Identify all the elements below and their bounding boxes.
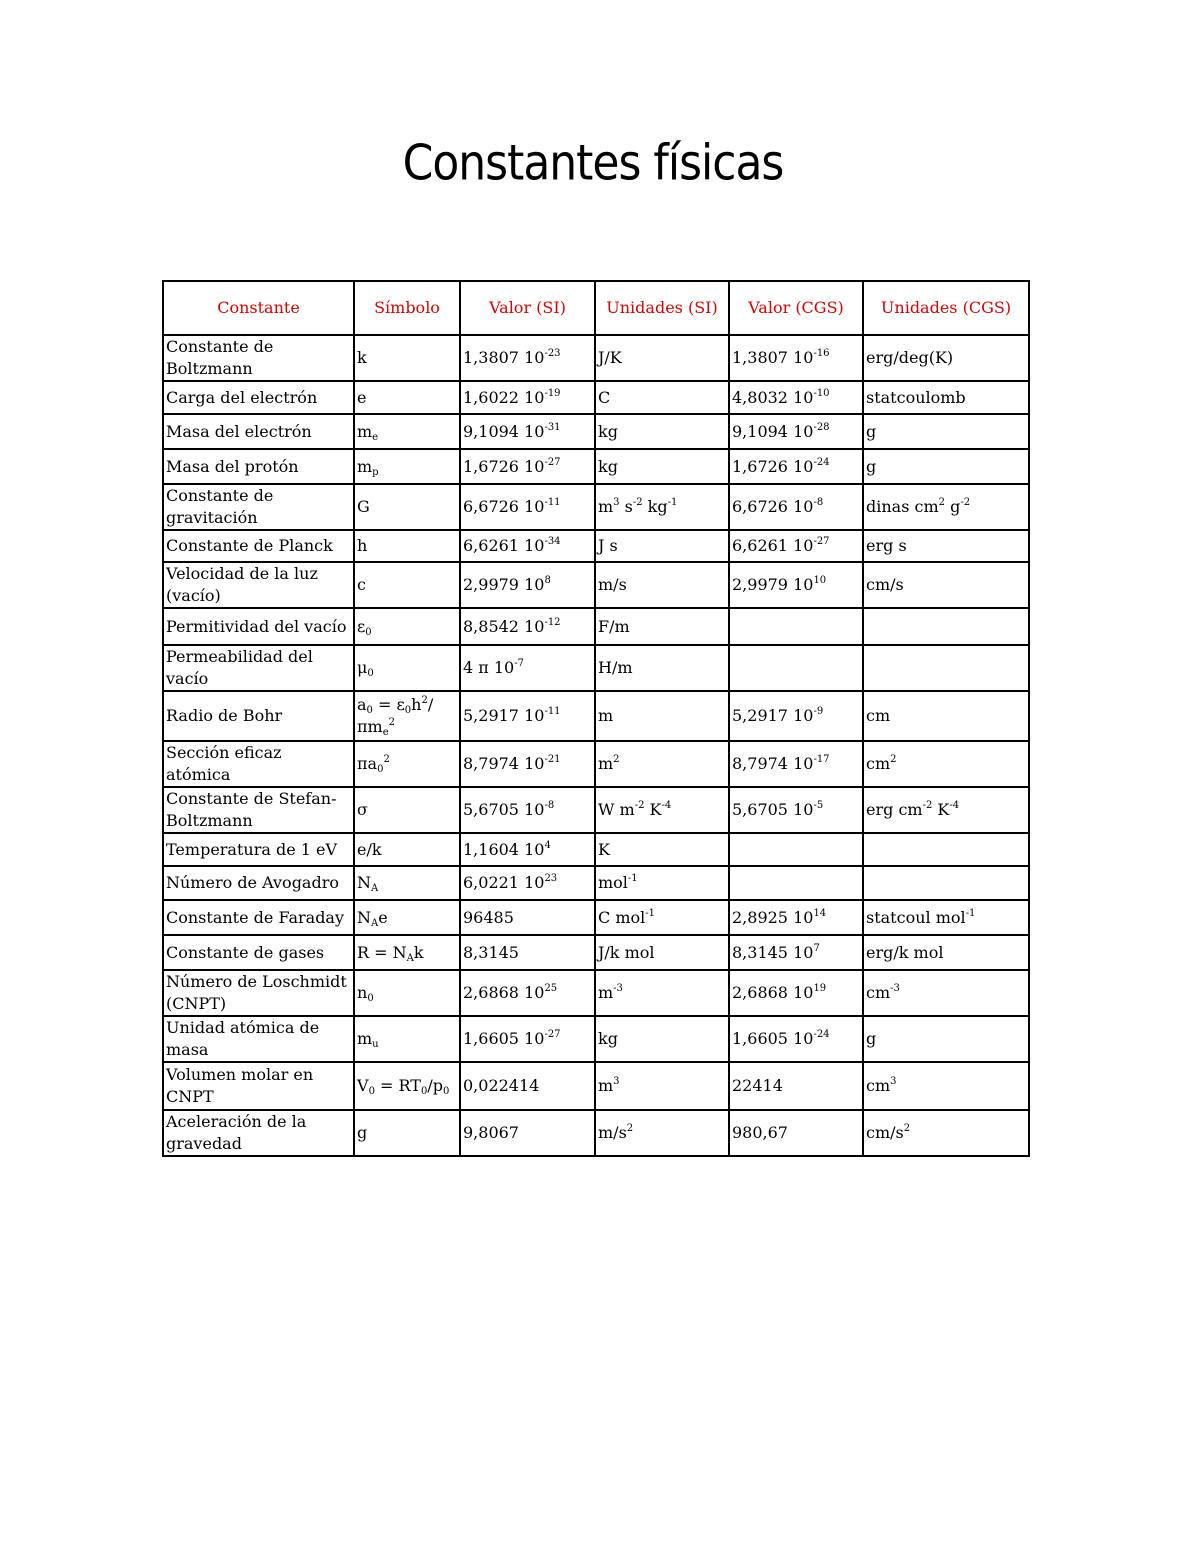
valor-cgs-cell: 9,1094 $10^{-28}$ [729,414,863,449]
table-row [163,741,1029,787]
valor-si-cell: 9,1094 $10^{-31}$ [460,414,595,449]
valor-cgs-cell [729,866,863,900]
unidades-cgs-cell [863,608,1029,645]
header-unidades-si: Unidades (SI) [595,281,729,335]
valor-cgs-cell: 2,6868 $10^{19}$ [729,970,863,1016]
unidades-si-cell: J/K [595,335,729,381]
unidades-cgs-cell: statcoul mol$^{-1}$ [863,900,1029,935]
constante-cell: Masa del protón [163,449,354,484]
valor-cgs-cell [729,833,863,866]
valor-cgs-cell: 8,3145 $10^7$ [729,935,863,970]
unidades-si-cell: $m^{-3}$ [595,970,729,1016]
constante-cell: Volumen molar en CNPT [163,1062,354,1110]
valor-cgs-cell: 980,67 [729,1110,863,1156]
table-row [163,608,1029,645]
valor-cgs-cell: 1,3807 $10^{-16}$ [729,335,863,381]
valor-cgs-cell [729,645,863,691]
valor-cgs-cell: 5,6705 $10^{-5}$ [729,787,863,833]
constante-cell: Velocidad de la luz (vacío) [163,562,354,608]
valor-cgs-cell: 6,6726 $10^{-8}$ [729,484,863,530]
constante-cell: Radio de Bohr [163,691,354,741]
constante-cell: Aceleración de la gravedad [163,1110,354,1156]
constante-cell: Sección eficaz atómica [163,741,354,787]
unidades-cgs-cell: g [863,449,1029,484]
valor-si-cell: 5,2917 $10^{-11}$ [460,691,595,741]
unidades-si-cell: F/m [595,608,729,645]
simbolo-cell: h [354,530,460,562]
unidades-si-cell: K [595,833,729,866]
valor-si-cell: 1,1604 $10^4$ [460,833,595,866]
simbolo-cell: g [354,1110,460,1156]
header-unidades-cgs: Unidades (CGS) [863,281,1029,335]
simbolo-cell: $\pi a_0^2$ [354,741,460,787]
valor-si-cell: 1,6022 $10^{-19}$ [460,381,595,414]
constante-cell: Número de Avogadro [163,866,354,900]
table-row [163,1110,1029,1156]
unidades-cgs-cell: dinas $cm^2$ $g^{-2}$ [863,484,1029,530]
header-constante: Constante [163,281,354,335]
constante-cell: Constante de Planck [163,530,354,562]
valor-si-cell: 0,022414 [460,1062,595,1110]
valor-si-cell: 1,6605 $10^{-27}$ [460,1016,595,1062]
unidades-cgs-cell [863,833,1029,866]
valor-si-cell: 2,9979 $10^8$ [460,562,595,608]
table-row [163,484,1029,530]
simbolo-cell: $a_0 = \varepsilon_0h^2/$ $\pi m_e^2$ [354,691,460,741]
valor-si-cell: 1,6726 $10^{-27}$ [460,449,595,484]
unidades-cgs-cell: $cm^2$ [863,741,1029,787]
unidades-si-cell: C mol$^{-1}$ [595,900,729,935]
header-simbolo: Símbolo [354,281,460,335]
simbolo-cell: $m_e$ [354,414,460,449]
constante-cell: Temperatura de 1 eV [163,833,354,866]
valor-si-cell: 2,6868 $10^{25}$ [460,970,595,1016]
simbolo-cell: $\varepsilon_0$ [354,608,460,645]
unidades-cgs-cell: cm [863,691,1029,741]
unidades-si-cell: J/k mol [595,935,729,970]
valor-si-cell: 5,6705 $10^{-8}$ [460,787,595,833]
table-row [163,866,1029,900]
valor-cgs-cell: 8,7974 $10^{-17}$ [729,741,863,787]
valor-si-cell: 9,8067 [460,1110,595,1156]
valor-si-cell: 8,7974 $10^{-21}$ [460,741,595,787]
constante-cell: Número de Loschmidt (CNPT) [163,970,354,1016]
table-row [163,1062,1029,1110]
table-row [163,970,1029,1016]
valor-cgs-cell: 2,9979 $10^{10}$ [729,562,863,608]
simbolo-cell: $n_0$ [354,970,460,1016]
unidades-si-cell: J s [595,530,729,562]
unidades-si-cell: $m^2$ [595,741,729,787]
constante-cell: Constante de Stefan-Boltzmann [163,787,354,833]
unidades-si-cell: $m^3$ [595,1062,729,1110]
valor-cgs-cell: 4,8032 $10^{-10}$ [729,381,863,414]
simbolo-cell: k [354,335,460,381]
simbolo-cell: e/k [354,833,460,866]
valor-si-cell: 6,6726 $10^{-11}$ [460,484,595,530]
unidades-si-cell: kg [595,449,729,484]
simbolo-cell: $\mu_0$ [354,645,460,691]
constante-cell: Permeabilidad del vacío [163,645,354,691]
unidades-si-cell: m [595,691,729,741]
table-body [163,335,1029,1156]
simbolo-cell: $m_p$ [354,449,460,484]
valor-si-cell: 96485 [460,900,595,935]
unidades-si-cell: kg [595,414,729,449]
unidades-cgs-cell: g [863,1016,1029,1062]
valor-si-cell: 6,6261 $10^{-34}$ [460,530,595,562]
unidades-si-cell: m/s [595,562,729,608]
unidades-cgs-cell: g [863,414,1029,449]
unidades-cgs-cell: $cm^3$ [863,1062,1029,1110]
simbolo-cell: c [354,562,460,608]
unidades-si-cell: C [595,381,729,414]
constante-cell: Constante de Faraday [163,900,354,935]
unidades-cgs-cell [863,645,1029,691]
constante-cell: Carga del electrón [163,381,354,414]
table-row [163,935,1029,970]
table-row [163,335,1029,381]
unidades-si-cell: kg [595,1016,729,1062]
unidades-cgs-cell: statcoulomb [863,381,1029,414]
table-row [163,900,1029,935]
page-title: Constantes físicas [402,134,784,193]
simbolo-cell: $m_u$ [354,1016,460,1062]
table-row [163,381,1029,414]
valor-cgs-cell: 22414 [729,1062,863,1110]
simbolo-cell: $N_A$ [354,866,460,900]
valor-si-cell: 4 π $10^{-7}$ [460,645,595,691]
valor-cgs-cell: 2,8925 $10^{14}$ [729,900,863,935]
constante-cell: Unidad atómica de masa [163,1016,354,1062]
constants-table [162,280,1030,1157]
constante-cell: Constante de Boltzmann [163,335,354,381]
unidades-cgs-cell: $cm^{-3}$ [863,970,1029,1016]
unidades-si-cell: H/m [595,645,729,691]
valor-cgs-cell [729,608,863,645]
unidades-cgs-cell: erg s [863,530,1029,562]
table-row [163,530,1029,562]
table-header-row [163,281,1029,335]
valor-cgs-cell: 5,2917 $10^{-9}$ [729,691,863,741]
unidades-si-cell: mol$^{-1}$ [595,866,729,900]
simbolo-cell: $R = N_Ak$ [354,935,460,970]
simbolo-cell: $N_Ae$ [354,900,460,935]
simbolo-cell: e [354,381,460,414]
unidades-cgs-cell: $cm/s^2$ [863,1110,1029,1156]
unidades-cgs-cell: erg $cm^{-2}$ $K^{-4}$ [863,787,1029,833]
table-row [163,833,1029,866]
valor-si-cell: 6,0221 $10^{23}$ [460,866,595,900]
header-valor-si: Valor (SI) [460,281,595,335]
table-row [163,449,1029,484]
unidades-si-cell: $m/s^2$ [595,1110,729,1156]
unidades-cgs-cell: erg/deg(K) [863,335,1029,381]
constante-cell: Constante de gravitación [163,484,354,530]
table-row [163,414,1029,449]
table-row [163,645,1029,691]
simbolo-cell: σ [354,787,460,833]
table-row [163,1016,1029,1062]
unidades-cgs-cell: cm/s [863,562,1029,608]
valor-si-cell: 1,3807 $10^{-23}$ [460,335,595,381]
valor-si-cell: 8,8542 $10^{-12}$ [460,608,595,645]
unidades-si-cell: W $m^{-2}$ $K^{-4}$ [595,787,729,833]
simbolo-cell: $V_0 = RT_0/p_0$ [354,1062,460,1110]
table-row [163,691,1029,741]
valor-cgs-cell: 1,6605 $10^{-24}$ [729,1016,863,1062]
table-row [163,787,1029,833]
unidades-cgs-cell: erg/k mol [863,935,1029,970]
unidades-cgs-cell [863,866,1029,900]
constante-cell: Constante de gases [163,935,354,970]
simbolo-cell: G [354,484,460,530]
constante-cell: Masa del electrón [163,414,354,449]
valor-si-cell: 8,3145 [460,935,595,970]
table-row [163,562,1029,608]
unidades-si-cell: $m^3$ $s^{-2}$ $kg^{-1}$ [595,484,729,530]
valor-cgs-cell: 1,6726 $10^{-24}$ [729,449,863,484]
header-valor-cgs: Valor (CGS) [729,281,863,335]
valor-cgs-cell: 6,6261 $10^{-27}$ [729,530,863,562]
constante-cell: Permitividad del vacío [163,608,354,645]
